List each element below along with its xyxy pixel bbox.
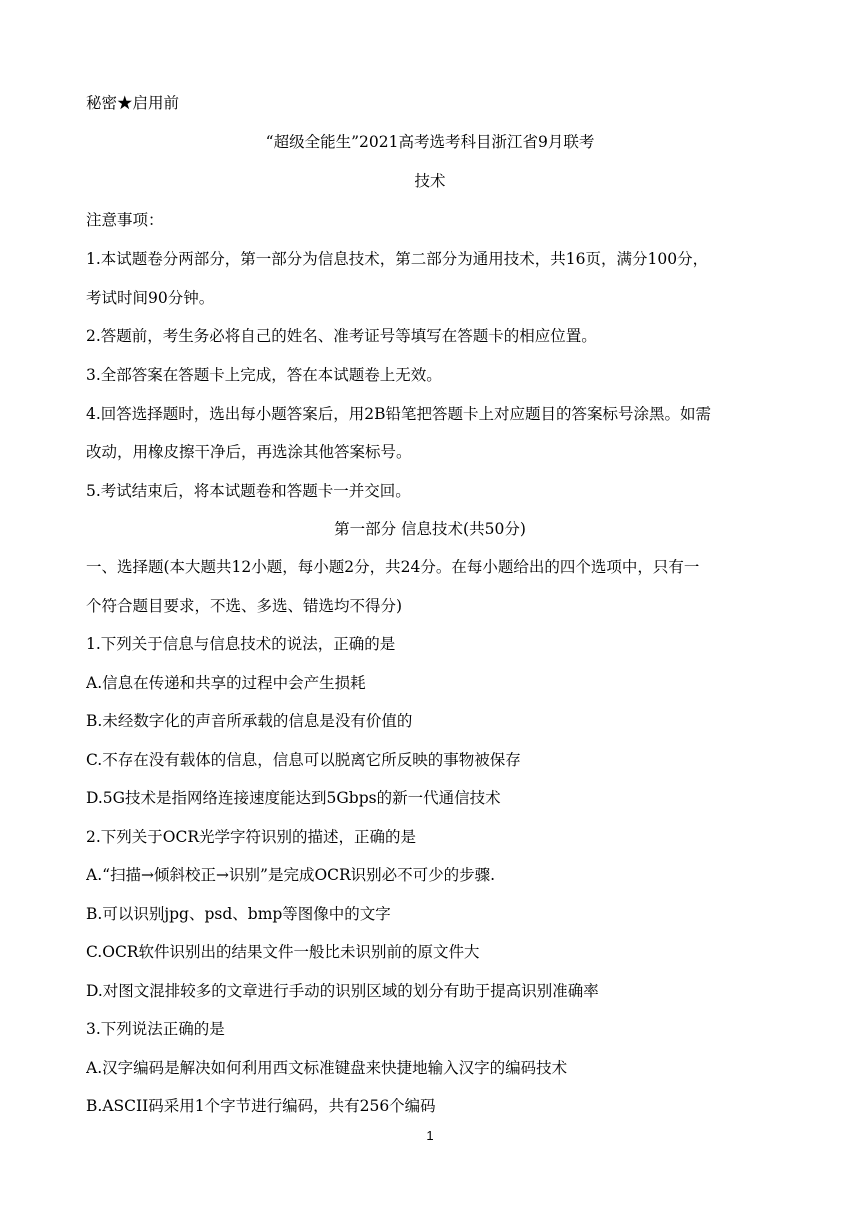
question-stem: 2.下列关于OCR光学字符识别的描述，正确的是: [86, 828, 417, 846]
notes-item: 5.考试结束后，将本试题卷和答题卡一并交回。: [86, 482, 411, 500]
notes-item: 2.答题前，考生务必将自己的姓名、准考证号等填写在答题卡的相应位置。: [86, 327, 597, 345]
question-option: B.ASCII码采用1个字节进行编码，共有256个编码: [86, 1097, 436, 1115]
question-option: A.“扫描→倾斜校正→识别”是完成OCR识别必不可少的步骤.: [86, 866, 496, 884]
question-option: A.汉字编码是解决如何利用西文标准键盘来快捷地输入汉字的编码技术: [86, 1059, 568, 1077]
notes-item: 4.回答选择题时，选出每小题答案后，用2B铅笔把答题卡上对应题目的答案标号涂黑。如需: [86, 405, 712, 423]
question-option: A.信息在传递和共享的过程中会产生损耗: [86, 674, 366, 692]
secret-mark: 秘密★启用前: [86, 94, 180, 112]
section-intro: 个符合题目要求，不选、多选、错选均不得分): [86, 597, 403, 615]
question-option: D.对图文混排较多的文章进行手动的识别区域的划分有助于提高识别准确率: [86, 982, 599, 1000]
question-stem: 3.下列说法正确的是: [86, 1020, 225, 1038]
subject-title: 技术: [414, 172, 446, 190]
question-option: D.5G技术是指网络连接速度能达到5Gbps的新一代通信技术: [86, 789, 501, 807]
notes-heading: 注意事项：: [86, 211, 164, 229]
section-intro: 一、选择题(本大题共12小题，每小题2分，共24分。在每小题给出的四个选项中，只有一: [86, 558, 700, 576]
question-option: B.未经数字化的声音所承载的信息是没有价值的: [86, 712, 413, 730]
page-number: 1: [426, 1128, 434, 1143]
notes-item: 考试时间90分钟。: [86, 289, 215, 307]
question-stem: 1.下列关于信息与信息技术的说法，正确的是: [86, 635, 396, 653]
question-option: C.OCR软件识别出的结果文件一般比未识别前的原文件大: [86, 943, 480, 961]
exam-title: “超级全能生”2021高考选考科目浙江省9月联考: [265, 133, 595, 151]
notes-item: 3.全部答案在答题卡上完成，答在本试题卷上无效。: [86, 366, 442, 384]
question-option: C.不存在没有载体的信息，信息可以脱离它所反映的事物被保存: [86, 751, 521, 769]
question-option: B.可以识别jpg、psd、bmp等图像中的文字: [86, 905, 391, 923]
notes-item: 改动，用橡皮擦干净后，再选涂其他答案标号。: [86, 443, 412, 461]
part1-title: 第一部分 信息技术(共50分): [334, 520, 526, 538]
notes-item: 1.本试题卷分两部分，第一部分为信息技术，第二部分为通用技术，共16页，满分100分，: [86, 250, 709, 268]
